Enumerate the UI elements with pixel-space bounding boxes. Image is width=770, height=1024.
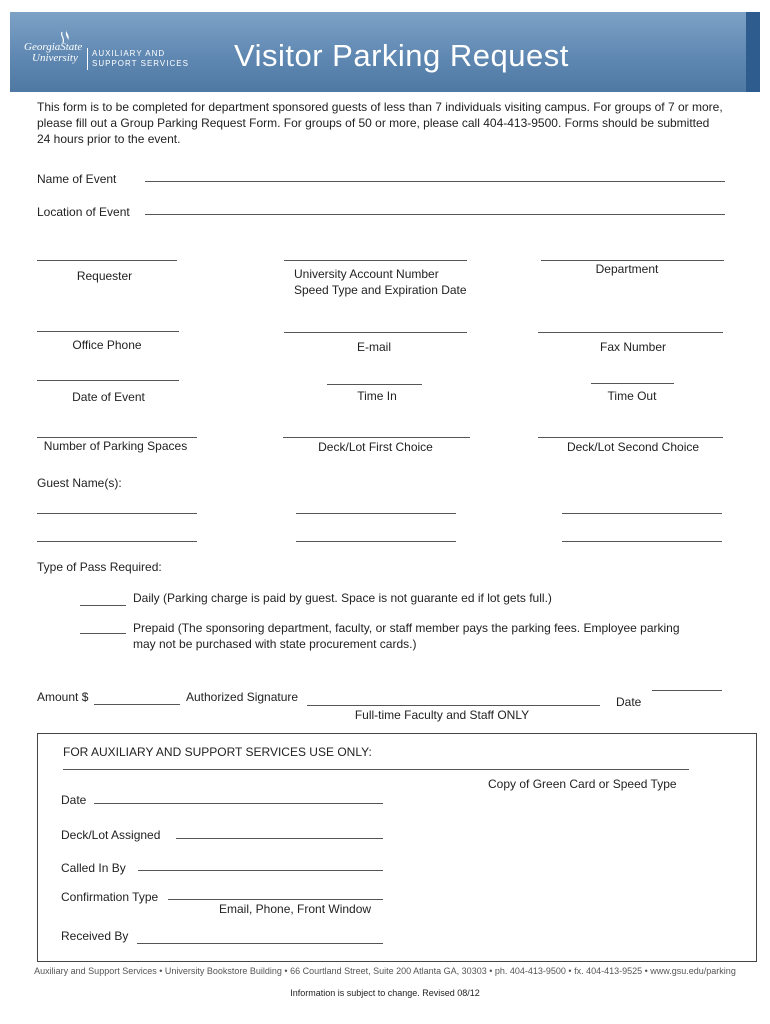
guest-name-field[interactable] bbox=[296, 541, 456, 542]
guest-name-field[interactable] bbox=[37, 513, 197, 514]
office-phone-field[interactable] bbox=[37, 331, 179, 332]
time-in-label: Time In bbox=[357, 389, 397, 403]
guest-name-field[interactable] bbox=[562, 513, 722, 514]
copy-green-card-label: Copy of Green Card or Speed Type bbox=[488, 777, 677, 791]
fax-number-label: Fax Number bbox=[599, 340, 667, 354]
daily-pass-label: Daily (Parking charge is paid by guest. Space is not guarante ed if lot gets full.) bbox=[133, 591, 552, 605]
location-of-event-label: Location of Event bbox=[37, 205, 130, 219]
department-logo-text: AUXILIARY AND SUPPORT SERVICES bbox=[92, 49, 189, 68]
prepaid-pass-label-line1: Prepaid (The sponsoring department, faculty, or staff member pays the parking fees. Employee parking bbox=[133, 621, 680, 635]
deck-first-choice-field[interactable] bbox=[283, 437, 470, 438]
authorized-signature-field[interactable] bbox=[307, 705, 600, 706]
requester-label: Requester bbox=[76, 269, 133, 283]
guest-name-field[interactable] bbox=[296, 513, 456, 514]
banner-stripe bbox=[746, 12, 760, 92]
time-out-field[interactable] bbox=[591, 383, 674, 384]
parking-spaces-label: Number of Parking Spaces bbox=[43, 439, 188, 453]
authorized-signature-label: Authorized Signature bbox=[186, 690, 299, 704]
received-by-label: Received By bbox=[61, 929, 129, 943]
date-of-event-label: Date of Event bbox=[72, 390, 145, 404]
name-of-event-field[interactable] bbox=[145, 181, 725, 182]
amount-label: Amount $ bbox=[37, 690, 89, 704]
speed-type-label: Speed Type and Expiration Date bbox=[294, 283, 467, 297]
deck-assigned-label: Deck/Lot Assigned bbox=[61, 828, 161, 842]
footer-address: Auxiliary and Support Services • University Bookstore Building • 66 Courtland Street, Suite 200 Atlanta GA, 30303 • ph. 404-413-9500 • fx. 404-413-9525 • www.gsu.edu/parking bbox=[34, 966, 736, 976]
admin-use-box bbox=[37, 733, 757, 962]
confirmation-type-label: Confirmation Type bbox=[61, 890, 159, 904]
page-title: Visitor Parking Request bbox=[234, 38, 569, 73]
prepaid-pass-label-line2: may not be purchased with state procurement cards.) bbox=[133, 637, 417, 651]
email-field[interactable] bbox=[284, 332, 467, 333]
deck-first-choice-label: Deck/Lot First Choice bbox=[318, 440, 433, 454]
account-number-label: University Account Number bbox=[294, 267, 439, 281]
fax-number-field[interactable] bbox=[538, 332, 723, 333]
guest-name-field[interactable] bbox=[37, 541, 197, 542]
guest-names-label: Guest Name(s): bbox=[37, 476, 122, 490]
email-label: E-mail bbox=[356, 340, 391, 354]
date-of-event-field[interactable] bbox=[37, 380, 179, 381]
location-of-event-field[interactable] bbox=[145, 214, 725, 215]
account-number-field[interactable] bbox=[284, 260, 467, 261]
requester-field[interactable] bbox=[37, 260, 177, 261]
time-out-label: Time Out bbox=[607, 389, 657, 403]
called-in-by-field[interactable] bbox=[138, 870, 383, 871]
admin-date-label: Date bbox=[61, 793, 87, 807]
time-in-field[interactable] bbox=[327, 384, 422, 385]
university-logo-text: GeorgiaState University bbox=[24, 41, 83, 64]
admin-date-field[interactable] bbox=[94, 803, 383, 804]
deck-assigned-field[interactable] bbox=[176, 838, 383, 839]
header-banner bbox=[10, 12, 760, 92]
received-by-field[interactable] bbox=[137, 943, 383, 944]
revision-note: Information is subject to change. Revised 08/12 bbox=[290, 988, 480, 998]
deck-second-choice-label: Deck/Lot Second Choice bbox=[566, 440, 700, 454]
name-of-event-label: Name of Event bbox=[37, 172, 117, 186]
called-in-by-label: Called In By bbox=[61, 861, 126, 875]
office-phone-label: Office Phone bbox=[72, 338, 142, 352]
confirmation-options: Email, Phone, Front Window bbox=[219, 902, 372, 916]
guest-name-field[interactable] bbox=[562, 541, 722, 542]
department-field[interactable] bbox=[541, 260, 724, 261]
fulltime-note: Full-time Faculty and Staff ONLY bbox=[354, 708, 530, 722]
signature-date-label: Date bbox=[616, 695, 642, 709]
department-label: Department bbox=[595, 262, 659, 276]
admin-heading: FOR AUXILIARY AND SUPPORT SERVICES USE ONLY: bbox=[63, 745, 372, 759]
signature-date-field[interactable] bbox=[652, 690, 722, 691]
logo-separator bbox=[87, 48, 88, 70]
confirmation-type-field[interactable] bbox=[168, 899, 383, 900]
pass-type-heading: Type of Pass Required: bbox=[37, 560, 162, 574]
intro-paragraph: This form is to be completed for department sponsored guests of less than 7 individuals visiting campus. For groups of 7 or more, please fill out a Group Parking Request Form. For groups of 50 or more, please call 404-413-9500. Forms should be submitted 24 hours prior to the event. bbox=[37, 100, 723, 146]
parking-spaces-field[interactable] bbox=[37, 437, 197, 438]
prepaid-pass-checkbox[interactable] bbox=[80, 633, 126, 634]
amount-field[interactable] bbox=[94, 704, 180, 705]
deck-second-choice-field[interactable] bbox=[538, 437, 723, 438]
daily-pass-checkbox[interactable] bbox=[80, 605, 126, 606]
admin-heading-rule bbox=[63, 769, 689, 770]
